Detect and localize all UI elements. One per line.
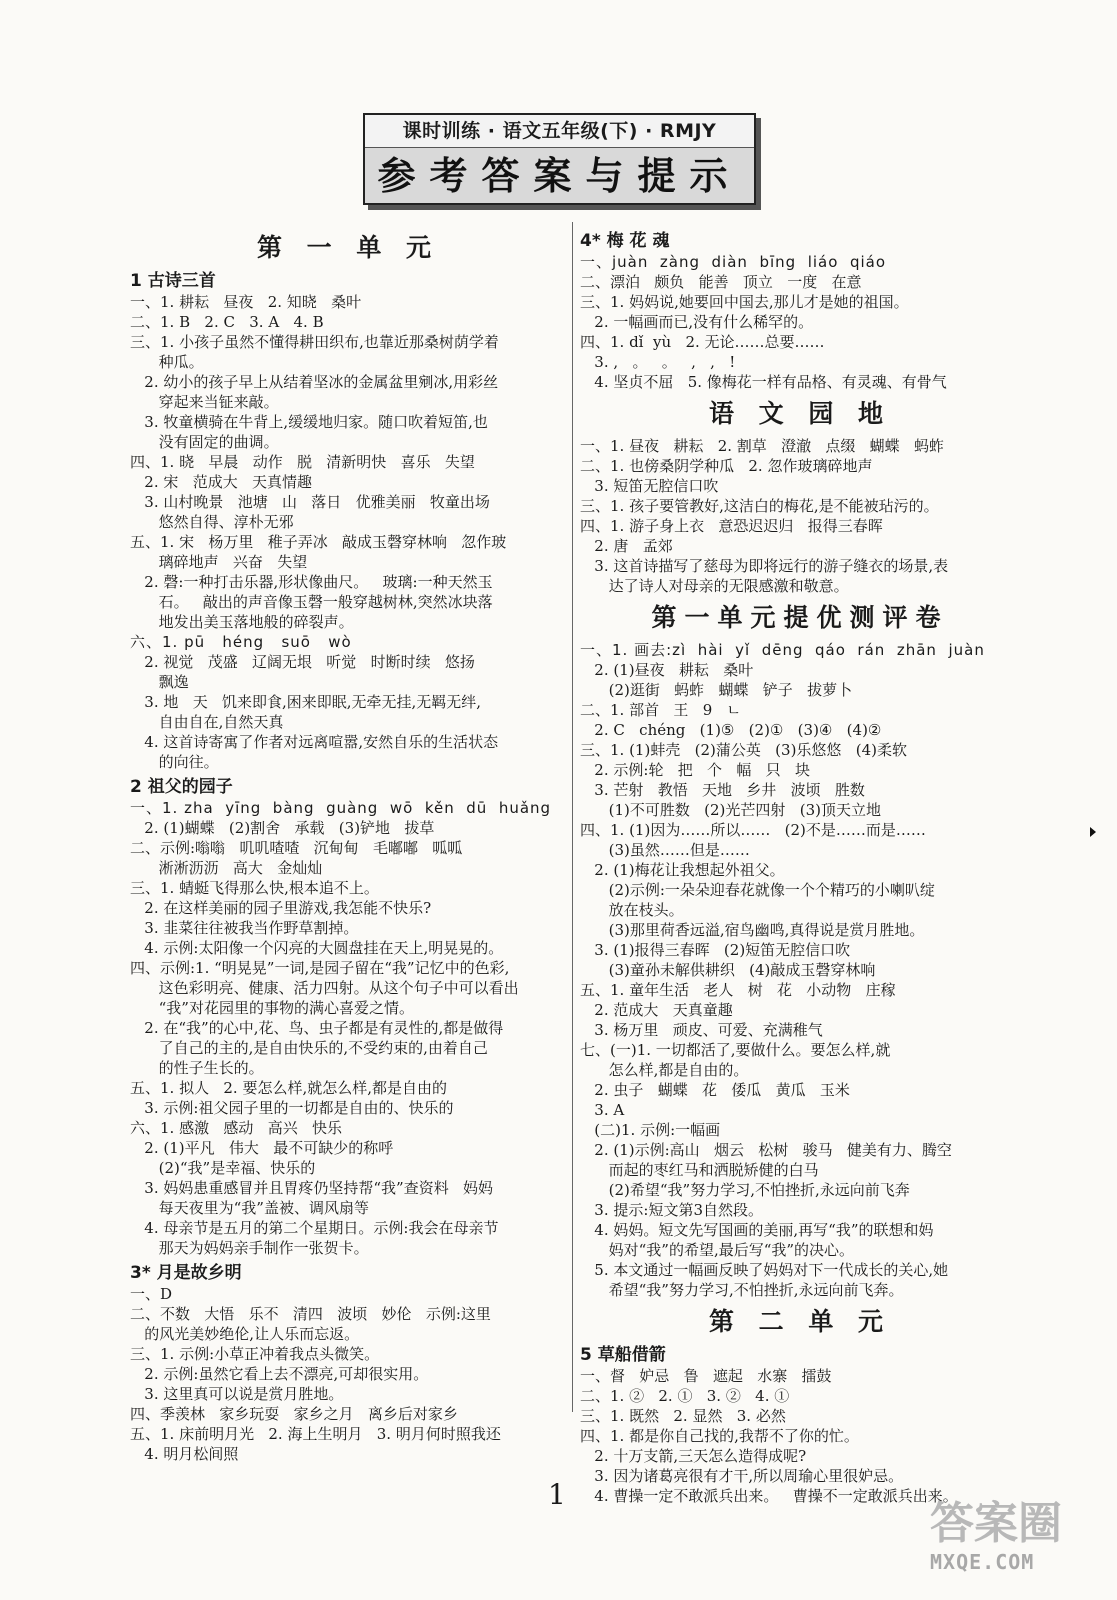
- header-title: 参考答案与提示: [377, 154, 742, 198]
- answer-line: 六、1. pū héng suō wò: [130, 633, 352, 651]
- answer-line: 每天夜里为“我”盖被、调风扇等: [130, 1199, 369, 1217]
- answer-line: 怎么样,都是自由的。: [580, 1061, 749, 1079]
- lesson-title: 5 草船借箭: [580, 1345, 666, 1365]
- page-header: [363, 113, 756, 205]
- answer-line: 4. 坚贞不屈 5. 像梅花一样有品格、有灵魂、有骨气: [580, 373, 947, 391]
- answer-line: 一、督 妒忌 鲁 遮起 水寨 擂鼓: [580, 1367, 832, 1385]
- answer-line: 一、1. 画去:zì hài yǐ dēng qáo rán zhān juàn: [580, 641, 985, 659]
- answer-line: 了自己的主的,是自由快乐的,不受约束的,由着自己: [130, 1039, 488, 1057]
- answer-line: 5. 本文通过一幅画反映了妈妈对下一代成长的关心,她: [580, 1261, 949, 1279]
- answer-line: 的风光美妙绝伦,让人乐而忘返。: [130, 1325, 360, 1343]
- answer-line: 一、1. 昼夜 耕耘 2. 割草 澄澈 点缀 蝴蝶 蚂蚱: [580, 437, 944, 455]
- lesson-title: 1 古诗三首: [130, 271, 216, 291]
- answer-line: 2. 幼小的孩子早上从结着坚冰的金属盆里剜冰,用彩丝: [130, 373, 499, 391]
- answer-line: 自由自在,自然天真: [130, 713, 284, 731]
- answer-line: 四、示例:1. “明晃晃”一词,是园子留在“我”记忆中的色彩,: [130, 959, 510, 977]
- unit-heading: 第 二 单 元: [708, 1307, 892, 1336]
- answer-line: 没有固定的曲调。: [130, 433, 279, 451]
- answer-line: 一、1. zha yīng bàng guàng wō kěn dū huǎng: [130, 799, 552, 817]
- answer-line: 三、1. 蜻蜓飞得那么快,根本追不上。: [130, 879, 379, 897]
- answer-line: 3. 牧童横骑在牛背上,缓缓地归家。随口吹着短笛,也: [130, 413, 488, 431]
- answer-line: (2)示例:一朵朵迎春花就像一个个精巧的小喇叭绽: [580, 881, 935, 899]
- page-edge-arrow-icon: [1090, 827, 1096, 837]
- answer-line: 2. 磬:一种打击乐器,形状像曲尺。 玻璃:一种天然玉: [130, 573, 493, 591]
- answer-line: 2. 范成大 天真童趣: [580, 1001, 733, 1019]
- answer-line: 3. 示例:祖父园子里的一切都是自由的、快乐的: [130, 1099, 454, 1117]
- answer-line: 二、1. 也傍桑阴学种瓜 2. 忽作玻璃碎地声: [580, 457, 873, 475]
- left-column: [130, 226, 566, 1464]
- lesson-title: 2 祖父的园子: [130, 777, 233, 797]
- answer-line: 七、(一)1. 一切都活了,要做什么。要怎么样,就: [580, 1041, 891, 1059]
- answer-line: 璃碎地声 兴奋 失望: [130, 553, 308, 571]
- right-column: [580, 226, 1020, 1506]
- answer-line: 一、D: [130, 1285, 173, 1303]
- answer-line: 三、1. 妈妈说,她要回中国去,那儿才是她的祖国。: [580, 293, 909, 311]
- answer-line: (2)逛街 蚂蚱 蝴蝶 铲子 拔萝卜: [580, 681, 853, 699]
- answer-line: 2. 十万支箭,三天怎么造得成呢?: [580, 1447, 807, 1465]
- page-number: 1: [548, 1478, 566, 1511]
- lesson-title: 4* 梅 花 魂: [580, 231, 670, 251]
- answer-line: 4. 母亲节是五月的第二个星期日。示例:我会在母亲节: [130, 1219, 499, 1237]
- answer-line: 穿起来当钲来敲。: [130, 393, 279, 411]
- answer-line: 2. (1)蝴蝶 (2)割舍 承载 (3)铲地 拔草: [130, 819, 435, 837]
- answer-line: 2. (1)示例:高山 烟云 松树 骏马 健美有力、腾空: [580, 1141, 952, 1159]
- answer-line: 3. , 。 。 , , !: [580, 353, 736, 371]
- answer-line: 达了诗人对母亲的无限感激和敬意。: [580, 577, 849, 595]
- answer-line: 一、juàn zàng diàn bīng liáo qiáo: [580, 253, 887, 271]
- watermark-text: MXQE.COM: [930, 1550, 1035, 1574]
- answer-line: 3. 山村晚景 池塘 山 落日 优雅美丽 牧童出场: [130, 493, 490, 511]
- answer-line: 2. 视觉 茂盛 辽阔无垠 听觉 时断时续 悠扬: [130, 653, 475, 671]
- answer-line: 四、1. 游子身上衣 意恐迟迟归 报得三春晖: [580, 517, 883, 535]
- answer-line: 2. (1)昼夜 耕耘 桑叶: [580, 661, 754, 679]
- answer-line: 一、1. 耕耘 昼夜 2. 知晓 桑叶: [130, 293, 362, 311]
- watermark-icon: 答案圈: [930, 1498, 1062, 1549]
- answer-line: 三、1. 孩子要管教好,这洁白的梅花,是不能被玷污的。: [580, 497, 939, 515]
- answer-line: 3. 地 天 饥来即食,困来即眠,无牵无挂,无羁无绊,: [130, 693, 482, 711]
- answer-line: 2. 示例:虽然它看上去不漂亮,可却很实用。: [130, 1365, 429, 1383]
- answer-line: 2. C chéng (1)⑤ (2)① (3)④ (4)②: [580, 721, 882, 739]
- header-subtitle: 课时训练 · 语文五年级(下) · RMJY: [365, 115, 754, 148]
- answer-line: 3. 因为诸葛亮很有才干,所以周瑜心里很妒忌。: [580, 1467, 904, 1485]
- answer-line: 四、1. (1)因为……所以…… (2)不是……而是……: [580, 821, 926, 839]
- answer-line: 4. 明月松间照: [130, 1445, 239, 1463]
- answer-line: 2. 宋 范成大 天真情趣: [130, 473, 312, 491]
- answer-line: (3)童孙未解供耕织 (4)敲成玉磬穿林响: [580, 961, 876, 979]
- answer-line: 二、不数 大悟 乐不 清四 波顷 妙伦 示例:这里: [130, 1305, 491, 1323]
- answer-line: 三、1. 既然 2. 显然 3. 必然: [580, 1407, 786, 1425]
- answer-line: 二、1. B 2. C 3. A 4. B: [130, 313, 324, 331]
- answer-line: 二、漂泊 颇负 能善 顶立 一度 在意: [580, 273, 862, 291]
- answer-line: 2. 在“我”的心中,花、鸟、虫子都是有灵性的,都是做得: [130, 1019, 504, 1037]
- answer-line: 这色彩明亮、健康、活力四射。从这个句子中可以看出: [130, 979, 519, 997]
- answer-line: 种瓜。: [130, 353, 204, 371]
- answer-line: 淅淅沥沥 高大 金灿灿: [130, 859, 323, 877]
- answer-line: 4. 示例:太阳像一个闪亮的大圆盘挂在天上,明晃晃的。: [130, 939, 504, 957]
- answer-line: 三、1. 示例:小草正冲着我点头微笑。: [130, 1345, 380, 1363]
- answer-line: 3. 短笛无腔信口吹: [580, 477, 719, 495]
- answer-line: 妈对“我”的希望,最后写“我”的决心。: [580, 1241, 855, 1259]
- answer-line: 二、示例:嗡嗡 叽叽喳喳 沉甸甸 毛嘟嘟 呱呱: [130, 839, 463, 857]
- unit-heading: 第 一 单 元: [256, 233, 440, 262]
- answer-line: 3. A: [580, 1101, 625, 1119]
- answer-line: 石。 敲出的声音像玉磬一般穿越树林,突然冰块落: [130, 593, 493, 611]
- answer-line: 3. 杨万里 顽皮、可爱、充满稚气: [580, 1021, 823, 1039]
- answer-line: 2. 示例:轮 把 个 幅 只 块: [580, 761, 810, 779]
- answer-line: (1)不可胜数 (2)光芒四射 (3)顶天立地: [580, 801, 881, 819]
- answer-line: 2. (1)平凡 伟大 最不可缺少的称呼: [130, 1139, 394, 1157]
- answer-line: 三、1. (1)蚌壳 (2)蒲公英 (3)乐悠悠 (4)柔软: [580, 741, 907, 759]
- answer-line: (3)那里荷香远溢,宿鸟幽鸣,真得说是赏月胜地。: [580, 921, 925, 939]
- answer-line: 二、1. ② 2. ① 3. ② 4. ①: [580, 1387, 790, 1405]
- answer-line: (2)“我”是幸福、快乐的: [130, 1159, 316, 1177]
- answer-line: 五、1. 宋 杨万里 稚子弄冰 敲成玉磬穿林响 忽作玻: [130, 533, 507, 551]
- answer-line: 五、1. 童年生活 老人 树 花 小动物 庄稼: [580, 981, 896, 999]
- answer-line: 地发出美玉落地般的碎裂声。: [130, 613, 354, 631]
- answer-line: 飘逸: [130, 673, 189, 691]
- answer-line: 希望“我”努力学习,不怕挫折,永远向前飞奔。: [580, 1281, 904, 1299]
- answer-line: “我”对花园里的事物的满心喜爱之情。: [130, 999, 414, 1017]
- answer-line: 四、1. 都是你自己找的,我帮不了你的忙。: [580, 1427, 859, 1445]
- watermark-logo: [930, 1498, 1110, 1590]
- answer-line: 三、1. 小孩子虽然不懂得耕田织布,也靠近那桑树荫学着: [130, 333, 499, 351]
- answer-line: 2. 一幅画而已,没有什么稀罕的。: [580, 313, 814, 331]
- answer-line: 3. 这首诗描写了慈母为即将远行的游子缝衣的场景,表: [580, 557, 949, 575]
- answer-line: (二)1. 示例:一幅画: [580, 1121, 721, 1139]
- answer-line: 四、1. 晓 早晨 动作 脱 清新明快 喜乐 失望: [130, 453, 475, 471]
- answer-line: 2. 在这样美丽的园子里游戏,我怎能不快乐?: [130, 899, 432, 917]
- answer-line: 五、1. 拟人 2. 要怎么样,就怎么样,都是自由的: [130, 1079, 448, 1097]
- unit-heading: 第一单元提优测评卷: [651, 603, 949, 632]
- answer-line: (3)虽然……但是……: [580, 841, 750, 859]
- answer-line: 放在枝头。: [580, 901, 684, 919]
- answer-line: 而起的枣红马和洒脱矫健的白马: [580, 1161, 819, 1179]
- answer-line: 3. (1)报得三春晖 (2)短笛无腔信口吹: [580, 941, 851, 959]
- answer-line: 3. 提示:短文第3自然段。: [580, 1201, 763, 1219]
- unit-heading: 语 文 园 地: [708, 399, 892, 428]
- lesson-title: 3* 月是故乡明: [130, 1263, 242, 1283]
- answer-line: 六、1. 感激 感动 高兴 快乐: [130, 1119, 342, 1137]
- answer-line: 4. 曹操一定不敢派兵出来。 曹操不一定敢派兵出来。: [580, 1487, 958, 1505]
- answer-line: 那天为妈妈亲手制作一张贺卡。: [130, 1239, 369, 1257]
- column-divider: [572, 222, 573, 1412]
- answer-line: 的向往。: [130, 753, 219, 771]
- answer-line: 3. 韭菜往往被我当作野草割掉。: [130, 919, 359, 937]
- answer-line: 3. 妈妈患重感冒并且胃疼仍坚持帮“我”查资料 妈妈: [130, 1179, 494, 1197]
- answer-line: 二、1. 部首 王 9 ㄴ: [580, 701, 742, 719]
- answer-line: 四、1. dǐ yù 2. 无论……总要……: [580, 333, 825, 351]
- answer-line: (2)希望“我”努力学习,不怕挫折,永远向前飞奔: [580, 1181, 910, 1199]
- answer-line: 4. 妈妈。短文先写国画的美丽,再写“我”的联想和妈: [580, 1221, 934, 1239]
- answer-line: 悠然自得、淳朴无邪: [130, 513, 294, 531]
- answer-line: 2. 虫子 蝴蝶 花 倭瓜 黄瓜 玉米: [580, 1081, 850, 1099]
- answer-line: 五、1. 床前明月光 2. 海上生明月 3. 明月何时照我还: [130, 1425, 501, 1443]
- answer-line: 3. 芒射 教悟 天地 乡井 波顷 胜数: [580, 781, 865, 799]
- answer-line: 四、季羡林 家乡玩耍 家乡之月 离乡后对家乡: [130, 1405, 458, 1423]
- answer-line: 4. 这首诗寄寓了作者对远离喧嚣,安然自乐的生活状态: [130, 733, 499, 751]
- answer-line: 3. 这里真可以说是赏月胜地。: [130, 1385, 344, 1403]
- answer-line: 的性子生长的。: [130, 1059, 264, 1077]
- answer-line: 2. (1)梅花让我想起外祖父。: [580, 861, 785, 879]
- answer-line: 2. 唐 孟郊: [580, 537, 673, 555]
